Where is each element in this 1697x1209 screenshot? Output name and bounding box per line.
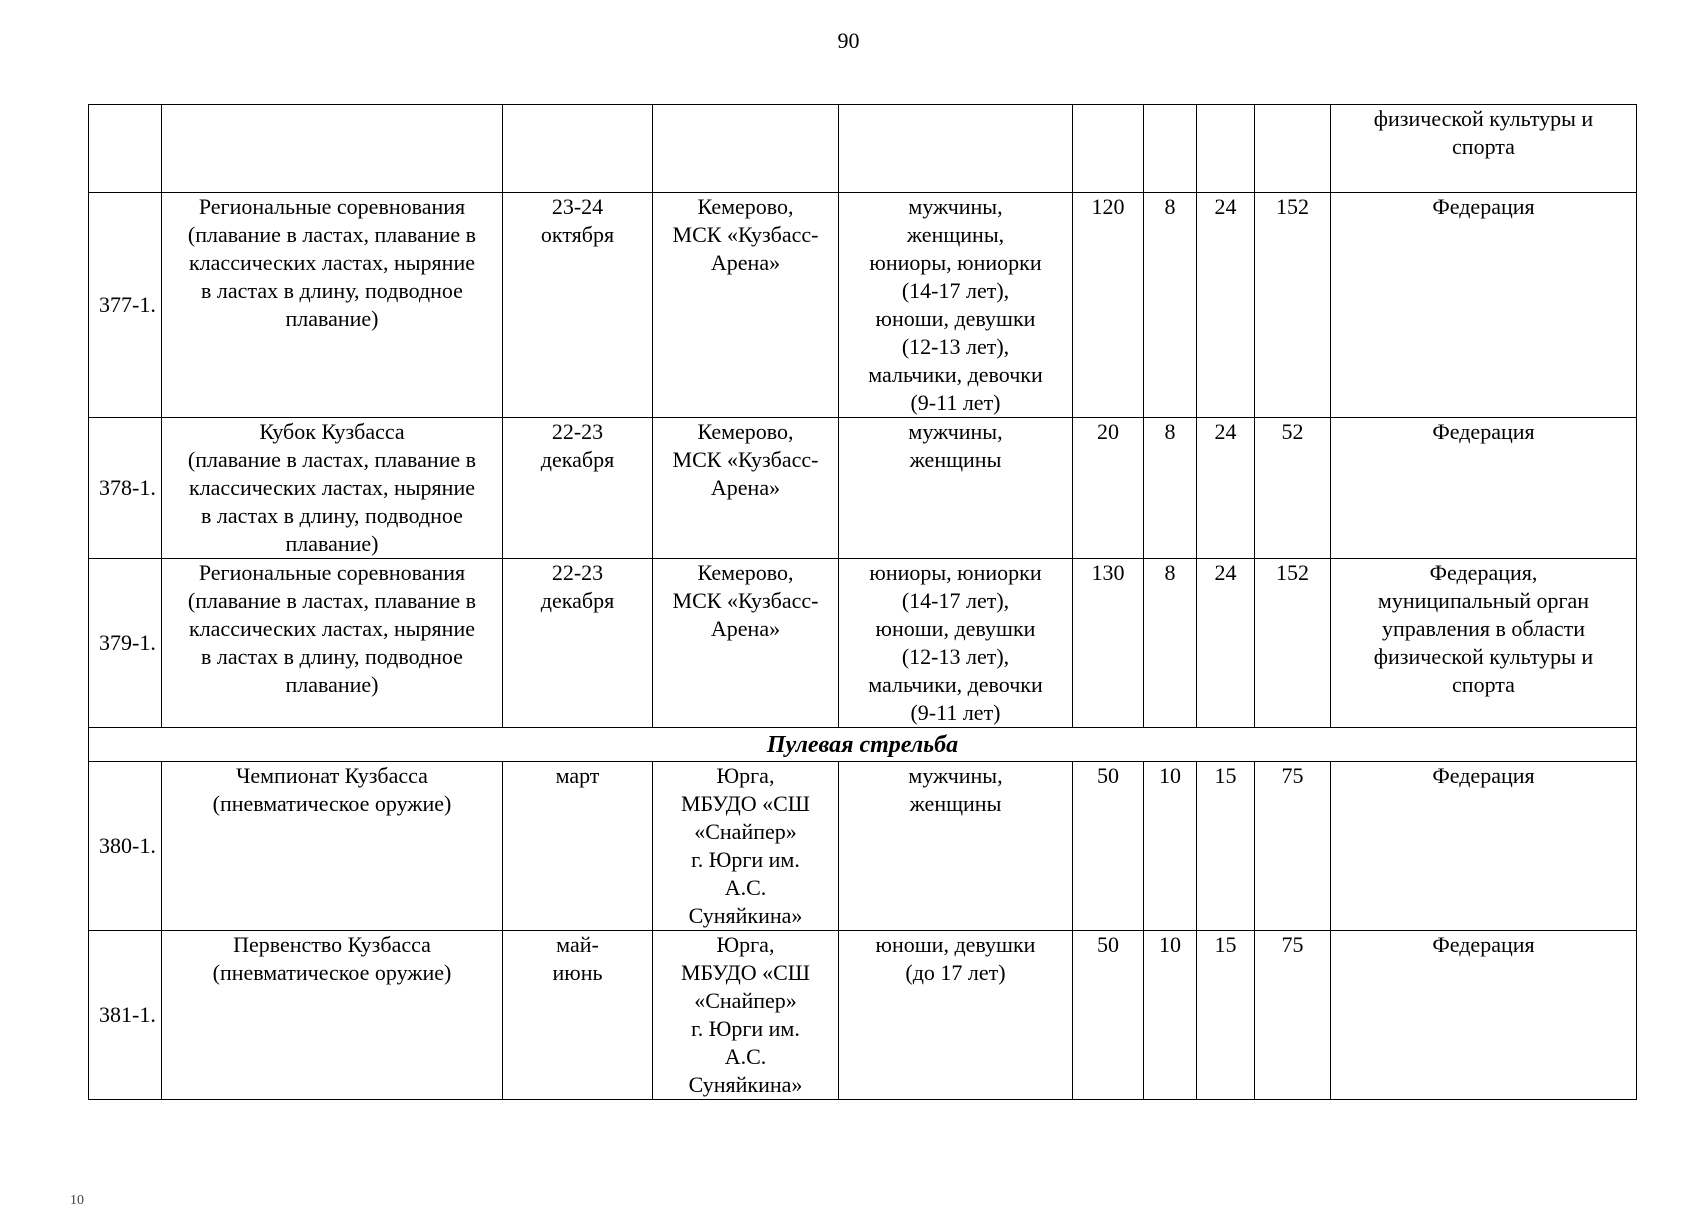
event-venue: Кемерово, МСК «Кузбасс- Арена» [653,193,839,418]
count-judges: 8 [1144,418,1197,559]
event-venue: Кемерово, МСК «Кузбасс- Арена» [653,418,839,559]
organizer: Федерация [1331,931,1637,1100]
count-cell [1073,105,1144,193]
count-athletes: 50 [1073,931,1144,1100]
count-total: 52 [1255,418,1331,559]
count-judges: 8 [1144,559,1197,728]
organizer: Федерация [1331,418,1637,559]
organizer: Федерация [1331,762,1637,931]
participants: юноши, девушки (до 17 лет) [839,931,1073,1100]
count-total: 152 [1255,193,1331,418]
dates-cell [503,105,653,193]
count-coaches: 24 [1197,559,1255,728]
event-venue: Юрга, МБУДО «СШ «Снайпер» г. Юрги им. А.С. Суняйкина» [653,762,839,931]
num-cell [89,105,162,193]
page-number: 90 [837,28,860,53]
count-coaches: 15 [1197,762,1255,931]
count-athletes: 50 [1073,762,1144,931]
count-cell [1197,105,1255,193]
margin-mark: 10 [70,1193,84,1208]
count-coaches: 24 [1197,193,1255,418]
event-name: Первенство Кузбасса (пневматическое оружие) [162,931,503,1100]
count-judges: 10 [1144,931,1197,1100]
event-venue: Юрга, МБУДО «СШ «Снайпер» г. Юрги им. А.С. Суняйкина» [653,931,839,1100]
event-dates: март [503,762,653,931]
table-row [89,931,1637,1100]
count-judges: 8 [1144,193,1197,418]
count-total: 75 [1255,762,1331,931]
table-row [89,193,1637,418]
total-cell [1255,105,1331,193]
event-dates: 23-24 октября [503,193,653,418]
continuation-row [89,105,1637,193]
row-number: 381-1. [89,931,162,1100]
section-header-row [89,728,1637,762]
event-dates: май- июнь [503,931,653,1100]
count-cell [1144,105,1197,193]
participants: мужчины, женщины [839,418,1073,559]
table-row [89,559,1637,728]
count-coaches: 24 [1197,418,1255,559]
count-judges: 10 [1144,762,1197,931]
count-athletes: 20 [1073,418,1144,559]
participants: мужчины, женщины, юниоры, юниорки (14-17 лет), юноши, девушки (12-13 лет), мальчики, девочки (9-11 лет) [839,193,1073,418]
count-athletes: 120 [1073,193,1144,418]
count-coaches: 15 [1197,931,1255,1100]
event-name: Региональные соревнования (плавание в ластах, плавание в классических ластах, ныряние в ластах в длину, подводное плавание) [162,559,503,728]
row-number: 378-1. [89,418,162,559]
participants-cell [839,105,1073,193]
participants: юниоры, юниорки (14-17 лет), юноши, девушки (12-13 лет), мальчики, девочки (9-11 лет) [839,559,1073,728]
venue-cell [653,105,839,193]
row-number: 377-1. [89,193,162,418]
row-number: 380-1. [89,762,162,931]
event-cell [162,105,503,193]
event-name: Чемпионат Кузбасса (пневматическое оружие) [162,762,503,931]
count-total: 152 [1255,559,1331,728]
participants: мужчины, женщины [839,762,1073,931]
organizer: Федерация [1331,193,1637,418]
count-total: 75 [1255,931,1331,1100]
section-title: Пулевая стрельба [89,728,1637,762]
organizer-cell: физической культуры и спорта [1331,105,1637,193]
event-name: Кубок Кузбасса (плавание в ластах, плавание в классических ластах, ныряние в ластах в длину, подводное плавание) [162,418,503,559]
count-athletes: 130 [1073,559,1144,728]
table-row [89,762,1637,931]
event-dates: 22-23 декабря [503,559,653,728]
organizer: Федерация, муниципальный орган управления в области физической культуры и спорта [1331,559,1637,728]
event-venue: Кемерово, МСК «Кузбасс- Арена» [653,559,839,728]
event-dates: 22-23 декабря [503,418,653,559]
events-table [88,104,1637,1100]
event-name: Региональные соревнования (плавание в ластах, плавание в классических ластах, ныряние в ластах в длину, подводное плавание) [162,193,503,418]
row-number: 379-1. [89,559,162,728]
table-row [89,418,1637,559]
